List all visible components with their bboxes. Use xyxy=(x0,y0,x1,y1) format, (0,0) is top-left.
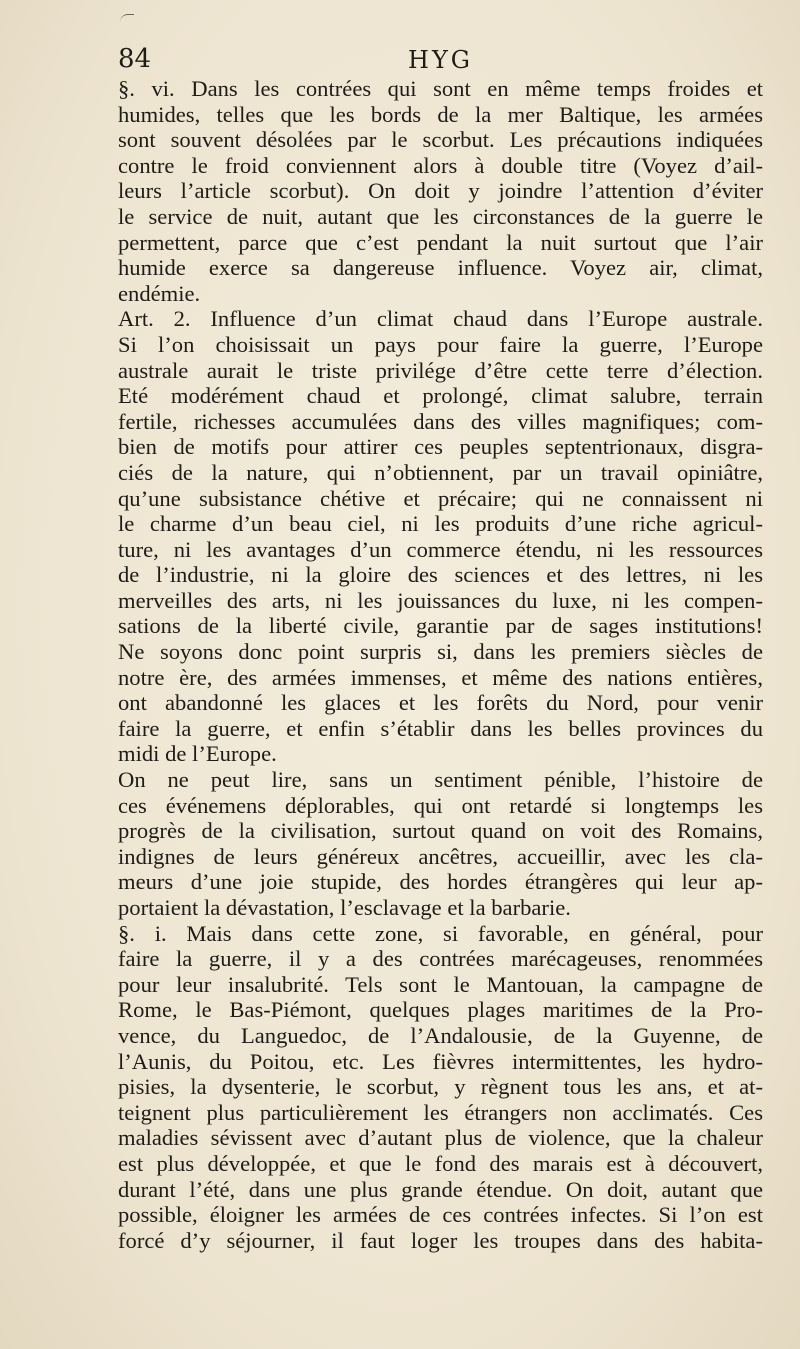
text-line: sont souvent désolées par le scorbut. Les précautions indiquées xyxy=(118,127,763,153)
text-line: pour leur insalubrité. Tels sont le Mantouan, la campagne de xyxy=(118,971,763,997)
text-line: faire la guerre, il y a des contrées marécageuses, renommées xyxy=(118,946,763,972)
text-line: l’Aunis, du Poitou, etc. Les fièvres intermittentes, les hydro- xyxy=(118,1048,763,1074)
text-line: forcé d’y séjourner, il faut loger les troupes dans des habita- xyxy=(118,1227,763,1253)
text-line: sations de la liberté civile, garantie par de sages institutions! xyxy=(118,613,763,639)
page-number: 84 xyxy=(118,44,152,74)
text-line: meurs d’une joie stupide, des hordes étrangères qui leur ap- xyxy=(118,869,763,895)
text-line: australe aurait le triste privilége d’être cette terre d’élection. xyxy=(118,357,763,383)
text-line: maladies sévissent avec d’autant plus de violence, que la chaleur xyxy=(118,1125,763,1151)
text-line: Eté modérément chaud et prolongé, climat salubre, terrain xyxy=(118,383,763,409)
text-line: Rome, le Bas-Piémont, quelques plages maritimes de la Pro- xyxy=(118,997,763,1023)
text-line: On ne peut lire, sans un sentiment pénible, l’histoire de xyxy=(118,767,763,793)
text-line: humide exerce sa dangereuse influence. Voyez air, climat, xyxy=(118,255,763,281)
text-line: le charme d’un beau ciel, ni les produits d’une riche agricul- xyxy=(118,511,763,537)
text-line: §. i. Mais dans cette zone, si favorable, en général, pour xyxy=(118,920,763,946)
text-line: §. vi. Dans les contrées qui sont en même temps froides et xyxy=(118,76,763,101)
text-line: pisies, la dysenterie, le scorbut, y règnent tous les ans, et at- xyxy=(118,1074,763,1100)
text-line: est plus développée, et que le fond des marais est à découvert, xyxy=(118,1150,763,1176)
text-line: endémie. xyxy=(118,280,201,306)
text-line: bien de motifs pour attirer ces peuples septentrionaux, disgra- xyxy=(118,434,763,460)
text-line: humides, telles que les bords de la mer Baltique, les armées xyxy=(118,101,763,127)
text-line: qu’une subsistance chétive et précaire; qui ne connaissent ni xyxy=(118,485,763,511)
text-line: de l’industrie, ni la gloire des sciences et des lettres, ni les xyxy=(118,562,763,588)
text-line: vence, du Languedoc, de l’Andalousie, de la Guyenne, de xyxy=(118,1022,763,1048)
text-line: progrès de la civilisation, surtout quand on voit des Romains, xyxy=(118,818,763,844)
text-line: contre le froid conviennent alors à double titre (Voyez d’ail- xyxy=(118,152,763,178)
text-line: Ne soyons donc point surpris si, dans les premiers siècles de xyxy=(118,639,763,665)
text-line: permettent, parce que c’est pendant la nuit surtout que l’air xyxy=(118,229,763,255)
running-head: HYG xyxy=(408,46,473,74)
text-line: ciés de la nature, qui n’obtiennent, par un travail opiniâtre, xyxy=(118,459,763,485)
text-line: ont abandonné les glaces et les forêts du Nord, pour venir xyxy=(118,690,763,716)
text-line: possible, éloigner les armées de ces contrées infectes. Si l’on est xyxy=(118,1202,763,1228)
text-line: leurs l’article scorbut). On doit y joindre l’attention d’éviter xyxy=(118,178,763,204)
page-header xyxy=(118,44,763,78)
text-line: indignes de leurs généreux ancêtres, accueillir, avec les cla- xyxy=(118,843,763,869)
text-line: durant l’été, dans une plus grande étendue. On doit, autant que xyxy=(118,1176,763,1202)
text-line: midi de l’Europe. xyxy=(118,741,277,767)
text-line: merveilles des arts, ni les jouissances du luxe, ni les compen- xyxy=(118,587,763,613)
corner-mark xyxy=(120,14,134,29)
text-line: ces événemens déplorables, qui ont retardé si longtemps les xyxy=(118,792,763,818)
text-line: Si l’on choisissait un pays pour faire la guerre, l’Europe xyxy=(118,331,763,357)
body-text xyxy=(118,76,763,1253)
text-line: notre ère, des armées immenses, et même des nations entières, xyxy=(118,664,763,690)
text-line: ture, ni les avantages d’un commerce étendu, ni les ressources xyxy=(118,536,763,562)
section-heading: Art. 2. Influence d’un climat chaud dans l’Europe australe. xyxy=(118,306,763,332)
text-line: portaient la dévastation, l’esclavage et la barbarie. xyxy=(118,895,571,920)
text-line: faire la guerre, et enfin s’établir dans les belles provinces du xyxy=(118,715,763,741)
text-line: le service de nuit, autant que les circonstances de la guerre le xyxy=(118,203,763,229)
text-line: fertile, richesses accumulées dans des villes magnifiques; com- xyxy=(118,408,763,434)
text-line: teignent plus particulièrement les étrangers non acclimatés. Ces xyxy=(118,1099,763,1125)
